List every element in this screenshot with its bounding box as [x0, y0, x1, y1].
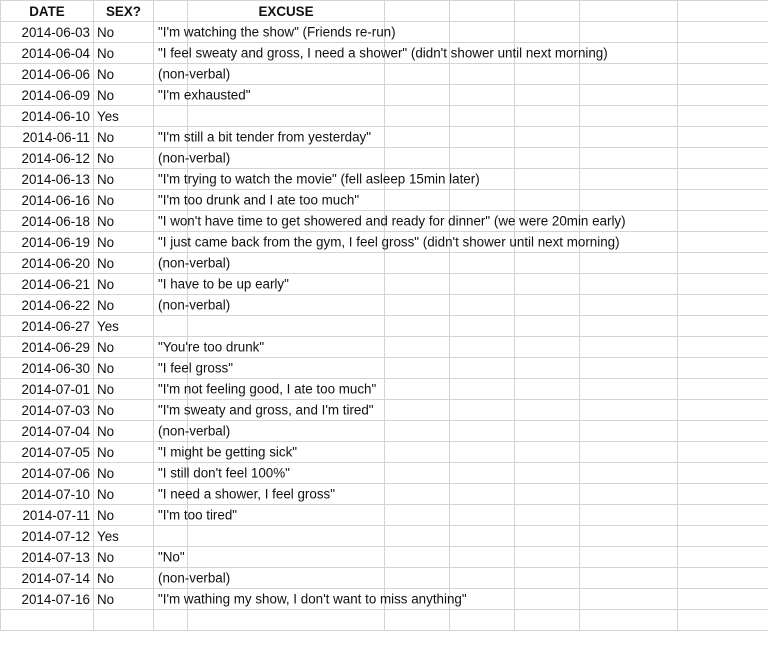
empty-cell[interactable]	[580, 316, 678, 337]
empty-cell[interactable]	[450, 400, 515, 421]
sex-cell[interactable]: No	[94, 589, 154, 610]
excuse-cell[interactable]	[154, 589, 467, 610]
excuse-cell[interactable]	[154, 232, 620, 253]
excuse-cell[interactable]	[154, 463, 290, 484]
sex-cell[interactable]: No	[94, 211, 154, 232]
excuse-cell[interactable]	[154, 106, 188, 127]
table-row	[1, 148, 768, 169]
sex-cell[interactable]: No	[94, 22, 154, 43]
empty-cell[interactable]	[385, 106, 450, 127]
date-cell[interactable]: 2014-06-21	[1, 274, 94, 295]
excuse-cell[interactable]	[154, 526, 188, 547]
date-cell[interactable]: 2014-07-11	[1, 505, 94, 526]
excuse-text: "I'm watching the show" (Friends re-run)	[158, 24, 396, 40]
empty-cell[interactable]	[450, 505, 515, 526]
table-row	[1, 379, 768, 400]
empty-cell[interactable]	[678, 463, 768, 484]
empty-cell[interactable]	[580, 85, 678, 106]
empty-cell[interactable]	[515, 274, 580, 295]
sex-cell[interactable]: No	[94, 442, 154, 463]
empty-cell[interactable]	[515, 337, 580, 358]
empty-cell[interactable]	[678, 64, 768, 85]
sex-cell[interactable]: No	[94, 274, 154, 295]
sex-cell[interactable]: No	[94, 43, 154, 64]
empty-cell[interactable]	[580, 463, 678, 484]
empty-cell[interactable]	[188, 316, 385, 337]
empty-cell[interactable]	[678, 379, 768, 400]
date-cell[interactable]: 2014-06-18	[1, 211, 94, 232]
header-blank-f[interactable]	[580, 1, 678, 22]
excuse-text: "I'm exhausted"	[158, 87, 251, 103]
empty-cell[interactable]	[678, 547, 768, 568]
empty-cell[interactable]	[515, 127, 580, 148]
excuse-cell[interactable]	[154, 505, 238, 526]
empty-cell[interactable]	[678, 400, 768, 421]
table-row	[1, 64, 768, 85]
empty-cell[interactable]	[385, 568, 450, 589]
date-cell[interactable]: 2014-06-09	[1, 85, 94, 106]
empty-cell[interactable]	[385, 190, 450, 211]
date-cell[interactable]: 2014-06-16	[1, 190, 94, 211]
date-cell[interactable]: 2014-06-10	[1, 106, 94, 127]
table-row	[1, 22, 768, 43]
empty-cell[interactable]	[678, 484, 768, 505]
sex-cell[interactable]: No	[94, 85, 154, 106]
sex-cell[interactable]: No	[94, 400, 154, 421]
empty-cell[interactable]	[515, 505, 580, 526]
excuse-cell[interactable]	[154, 337, 265, 358]
excuse-cell[interactable]	[154, 400, 374, 421]
empty-cell[interactable]	[515, 22, 580, 43]
header-excuse[interactable]: EXCUSE	[188, 1, 385, 22]
date-cell[interactable]: 2014-06-30	[1, 358, 94, 379]
date-cell[interactable]: 2014-06-29	[1, 337, 94, 358]
empty-cell[interactable]	[450, 85, 515, 106]
empty-cell[interactable]	[450, 190, 515, 211]
empty-cell[interactable]	[515, 421, 580, 442]
table-row	[1, 169, 768, 190]
empty-cell[interactable]	[678, 358, 768, 379]
excuse-cell[interactable]	[154, 190, 360, 211]
date-cell[interactable]: 2014-06-12	[1, 148, 94, 169]
empty-cell[interactable]	[515, 316, 580, 337]
empty-cell[interactable]	[188, 547, 385, 568]
empty-cell[interactable]	[515, 400, 580, 421]
empty-cell[interactable]	[450, 484, 515, 505]
sex-cell[interactable]: No	[94, 190, 154, 211]
empty-cell[interactable]	[678, 253, 768, 274]
table-row	[1, 547, 768, 568]
empty-cell[interactable]	[450, 610, 515, 631]
excuse-cell[interactable]	[154, 211, 626, 232]
header-blank-g[interactable]	[678, 1, 768, 22]
empty-cell[interactable]	[580, 589, 678, 610]
excuse-text: (non-verbal)	[158, 255, 231, 271]
table-row	[1, 85, 768, 106]
empty-cell[interactable]	[515, 190, 580, 211]
empty-cell[interactable]	[450, 106, 515, 127]
empty-cell[interactable]	[450, 22, 515, 43]
empty-cell[interactable]	[678, 127, 768, 148]
empty-cell[interactable]	[580, 421, 678, 442]
empty-cell[interactable]	[385, 505, 450, 526]
sex-cell[interactable]: No	[94, 505, 154, 526]
sex-cell[interactable]: Yes	[94, 316, 154, 337]
empty-cell[interactable]	[385, 127, 450, 148]
empty-cell[interactable]	[515, 442, 580, 463]
header-blank-e[interactable]	[515, 1, 580, 22]
empty-cell[interactable]	[580, 169, 678, 190]
empty-cell[interactable]	[385, 295, 450, 316]
empty-cell[interactable]	[515, 106, 580, 127]
table-row	[1, 505, 768, 526]
empty-cell[interactable]	[385, 463, 450, 484]
excuse-text: "I still don't feel 100%"	[158, 465, 290, 481]
header-row	[1, 1, 768, 22]
empty-cell[interactable]	[450, 148, 515, 169]
empty-cell[interactable]	[450, 568, 515, 589]
excuse-cell[interactable]	[154, 610, 188, 631]
header-sex[interactable]: SEX?	[94, 1, 154, 22]
table-row	[1, 127, 768, 148]
empty-cell[interactable]	[515, 358, 580, 379]
table-row	[1, 400, 768, 421]
empty-cell[interactable]	[450, 127, 515, 148]
empty-cell[interactable]	[580, 64, 678, 85]
excuse-cell[interactable]	[154, 379, 377, 400]
empty-cell[interactable]	[385, 421, 450, 442]
empty-cell[interactable]	[450, 316, 515, 337]
date-cell[interactable]: 2014-07-13	[1, 547, 94, 568]
excuse-text: "I'm sweaty and gross, and I'm tired"	[158, 402, 374, 418]
empty-cell[interactable]	[385, 337, 450, 358]
empty-cell[interactable]	[515, 64, 580, 85]
table-row	[1, 337, 768, 358]
empty-cell[interactable]	[678, 274, 768, 295]
table-row	[1, 358, 768, 379]
empty-cell[interactable]	[515, 253, 580, 274]
excuse-cell[interactable]	[154, 316, 188, 337]
table-row	[1, 295, 768, 316]
empty-cell[interactable]	[385, 442, 450, 463]
empty-cell[interactable]	[580, 358, 678, 379]
table-row	[1, 274, 768, 295]
empty-cell[interactable]	[678, 589, 768, 610]
date-cell[interactable]: 2014-06-27	[1, 316, 94, 337]
empty-cell[interactable]	[450, 379, 515, 400]
sex-cell[interactable]: No	[94, 337, 154, 358]
excuse-text: "I'm wathing my show, I don't want to miss anything"	[158, 591, 467, 607]
date-cell[interactable]: 2014-06-20	[1, 253, 94, 274]
date-cell[interactable]: 2014-07-03	[1, 400, 94, 421]
empty-cell[interactable]	[450, 274, 515, 295]
table-body	[1, 22, 768, 631]
date-cell[interactable]: 2014-07-10	[1, 484, 94, 505]
empty-cell[interactable]	[450, 421, 515, 442]
empty-cell[interactable]	[385, 85, 450, 106]
excuse-text: "I feel gross"	[158, 360, 234, 376]
table-row	[1, 568, 768, 589]
header-blank-c[interactable]	[385, 1, 450, 22]
excuse-text: (non-verbal)	[158, 423, 231, 439]
empty-cell[interactable]	[188, 526, 385, 547]
sex-cell[interactable]: No	[94, 547, 154, 568]
empty-cell[interactable]	[188, 106, 385, 127]
excuse-cell[interactable]	[154, 295, 231, 316]
empty-cell[interactable]	[580, 526, 678, 547]
sex-cell[interactable]: No	[94, 253, 154, 274]
date-cell[interactable]: 2014-07-06	[1, 463, 94, 484]
empty-cell[interactable]	[515, 148, 580, 169]
empty-cell[interactable]	[580, 547, 678, 568]
empty-cell[interactable]	[515, 610, 580, 631]
empty-cell[interactable]	[678, 295, 768, 316]
date-cell[interactable]: 2014-06-22	[1, 295, 94, 316]
excuse-cell[interactable]	[154, 421, 231, 442]
empty-cell[interactable]	[678, 337, 768, 358]
empty-cell[interactable]	[515, 169, 580, 190]
table-row	[1, 442, 768, 463]
sex-cell[interactable]: Yes	[94, 526, 154, 547]
sex-cell[interactable]: No	[94, 232, 154, 253]
empty-cell[interactable]	[580, 106, 678, 127]
sex-cell[interactable]: No	[94, 64, 154, 85]
sex-cell[interactable]: No	[94, 127, 154, 148]
empty-cell[interactable]	[385, 274, 450, 295]
date-cell[interactable]: 2014-07-14	[1, 568, 94, 589]
excuse-cell[interactable]	[154, 484, 335, 505]
empty-cell[interactable]	[385, 484, 450, 505]
empty-cell[interactable]	[678, 442, 768, 463]
empty-cell[interactable]	[385, 316, 450, 337]
empty-cell[interactable]	[678, 505, 768, 526]
date-cell[interactable]: 2014-07-01	[1, 379, 94, 400]
empty-cell[interactable]	[580, 190, 678, 211]
excuse-cell[interactable]	[154, 22, 396, 43]
excuse-cell[interactable]	[154, 568, 231, 589]
excuse-text: "You're too drunk"	[158, 339, 265, 355]
empty-cell[interactable]	[450, 442, 515, 463]
empty-cell[interactable]	[515, 568, 580, 589]
empty-cell[interactable]	[580, 274, 678, 295]
date-cell[interactable]: 2014-06-06	[1, 64, 94, 85]
header-blank-d[interactable]	[450, 1, 515, 22]
empty-cell[interactable]	[678, 421, 768, 442]
table-row	[1, 43, 768, 64]
excuse-cell[interactable]	[154, 547, 188, 568]
table-row	[1, 610, 768, 631]
date-cell[interactable]: 2014-06-03	[1, 22, 94, 43]
excuse-cell[interactable]	[154, 148, 231, 169]
excuse-text: "I just came back from the gym, I feel gross" (didn't shower until next morning)	[158, 234, 620, 250]
sex-cell[interactable]: No	[94, 379, 154, 400]
table-row	[1, 421, 768, 442]
date-cell[interactable]: 2014-07-12	[1, 526, 94, 547]
excuse-text: "I might be getting sick"	[158, 444, 298, 460]
excuse-text: "I'm trying to watch the movie" (fell asleep 15min later)	[158, 171, 480, 187]
sex-cell[interactable]: No	[94, 148, 154, 169]
empty-cell[interactable]	[678, 22, 768, 43]
excuse-text: "I need a shower, I feel gross"	[158, 486, 335, 502]
date-cell[interactable]: 2014-06-13	[1, 169, 94, 190]
table-row	[1, 526, 768, 547]
table-row	[1, 106, 768, 127]
excuse-text: "I'm too drunk and I ate too much"	[158, 192, 360, 208]
empty-cell[interactable]	[515, 547, 580, 568]
excuse-text: "I'm too tired"	[158, 507, 238, 523]
empty-cell[interactable]	[450, 463, 515, 484]
sex-cell[interactable]: No	[94, 568, 154, 589]
table-row	[1, 316, 768, 337]
sex-cell[interactable]: No	[94, 463, 154, 484]
excuse-cell[interactable]	[154, 442, 298, 463]
table-row	[1, 190, 768, 211]
empty-cell[interactable]	[678, 85, 768, 106]
empty-cell[interactable]	[515, 295, 580, 316]
empty-cell[interactable]	[678, 106, 768, 127]
empty-cell[interactable]	[515, 85, 580, 106]
empty-cell[interactable]	[580, 379, 678, 400]
empty-cell[interactable]	[385, 64, 450, 85]
header-date[interactable]: DATE	[1, 1, 94, 22]
sex-cell[interactable]: Yes	[94, 106, 154, 127]
date-cell[interactable]: 2014-06-11	[1, 127, 94, 148]
sex-cell[interactable]: No	[94, 358, 154, 379]
empty-cell[interactable]	[450, 526, 515, 547]
empty-cell[interactable]	[385, 358, 450, 379]
excuse-text: "No"	[158, 549, 185, 565]
date-cell[interactable]: 2014-07-16	[1, 589, 94, 610]
table-row	[1, 484, 768, 505]
sex-cell[interactable]: No	[94, 169, 154, 190]
empty-cell[interactable]	[515, 463, 580, 484]
empty-cell[interactable]	[580, 253, 678, 274]
table-row	[1, 232, 768, 253]
empty-cell[interactable]	[188, 610, 385, 631]
empty-cell[interactable]	[678, 568, 768, 589]
table-row	[1, 211, 768, 232]
date-cell[interactable]	[1, 610, 94, 631]
empty-cell[interactable]	[385, 253, 450, 274]
empty-cell[interactable]	[515, 484, 580, 505]
excuse-cell[interactable]	[154, 358, 234, 379]
excuse-text: "I feel sweaty and gross, I need a shower" (didn't shower until next morning)	[158, 45, 608, 61]
empty-cell[interactable]	[450, 253, 515, 274]
sex-cell[interactable]: No	[94, 484, 154, 505]
empty-cell[interactable]	[678, 316, 768, 337]
date-cell[interactable]: 2014-06-19	[1, 232, 94, 253]
empty-cell[interactable]	[580, 610, 678, 631]
empty-cell[interactable]	[385, 379, 450, 400]
table-row	[1, 589, 768, 610]
excuse-text: "I have to be up early"	[158, 276, 289, 292]
empty-cell[interactable]	[678, 43, 768, 64]
empty-cell[interactable]	[678, 169, 768, 190]
excuse-cell[interactable]	[154, 274, 289, 295]
empty-cell[interactable]	[678, 610, 768, 631]
empty-cell[interactable]	[678, 148, 768, 169]
date-cell[interactable]: 2014-07-04	[1, 421, 94, 442]
empty-cell[interactable]	[385, 148, 450, 169]
empty-cell[interactable]	[580, 568, 678, 589]
excuse-cell[interactable]	[154, 169, 480, 190]
empty-cell[interactable]	[580, 127, 678, 148]
table-row	[1, 253, 768, 274]
excuse-cell[interactable]	[154, 127, 371, 148]
empty-cell[interactable]	[450, 337, 515, 358]
date-cell[interactable]: 2014-06-04	[1, 43, 94, 64]
empty-cell[interactable]	[450, 295, 515, 316]
excuse-cell[interactable]	[154, 43, 608, 64]
empty-cell[interactable]	[580, 505, 678, 526]
empty-cell[interactable]	[678, 232, 768, 253]
empty-cell[interactable]	[515, 589, 580, 610]
date-cell[interactable]: 2014-07-05	[1, 442, 94, 463]
empty-cell[interactable]	[678, 526, 768, 547]
excuse-cell[interactable]	[154, 85, 251, 106]
sex-cell[interactable]: No	[94, 295, 154, 316]
empty-cell[interactable]	[385, 400, 450, 421]
empty-cell[interactable]	[450, 358, 515, 379]
empty-cell[interactable]	[678, 190, 768, 211]
empty-cell[interactable]	[580, 337, 678, 358]
table-row	[1, 463, 768, 484]
empty-cell[interactable]	[678, 211, 768, 232]
excuse-text: "I'm not feeling good, I ate too much"	[158, 381, 377, 397]
sex-cell[interactable]	[94, 610, 154, 631]
excuse-cell[interactable]	[154, 64, 231, 85]
empty-cell[interactable]	[515, 526, 580, 547]
excuse-text: (non-verbal)	[158, 66, 231, 82]
excuse-text: (non-verbal)	[158, 297, 231, 313]
excuse-text: (non-verbal)	[158, 570, 231, 586]
empty-cell[interactable]	[580, 22, 678, 43]
excuse-text: "I won't have time to get showered and ready for dinner" (we were 20min early)	[158, 213, 626, 229]
empty-cell[interactable]	[580, 442, 678, 463]
empty-cell[interactable]	[385, 610, 450, 631]
header-blank-a[interactable]	[154, 1, 188, 22]
empty-cell[interactable]	[515, 379, 580, 400]
empty-cell[interactable]	[450, 547, 515, 568]
empty-cell[interactable]	[580, 295, 678, 316]
empty-cell[interactable]	[385, 547, 450, 568]
excuse-text: "I'm still a bit tender from yesterday"	[158, 129, 371, 145]
empty-cell[interactable]	[450, 64, 515, 85]
excuse-text: (non-verbal)	[158, 150, 231, 166]
empty-cell[interactable]	[580, 400, 678, 421]
empty-cell[interactable]	[385, 526, 450, 547]
empty-cell[interactable]	[580, 148, 678, 169]
sex-cell[interactable]: No	[94, 421, 154, 442]
excuse-cell[interactable]	[154, 253, 231, 274]
empty-cell[interactable]	[580, 484, 678, 505]
